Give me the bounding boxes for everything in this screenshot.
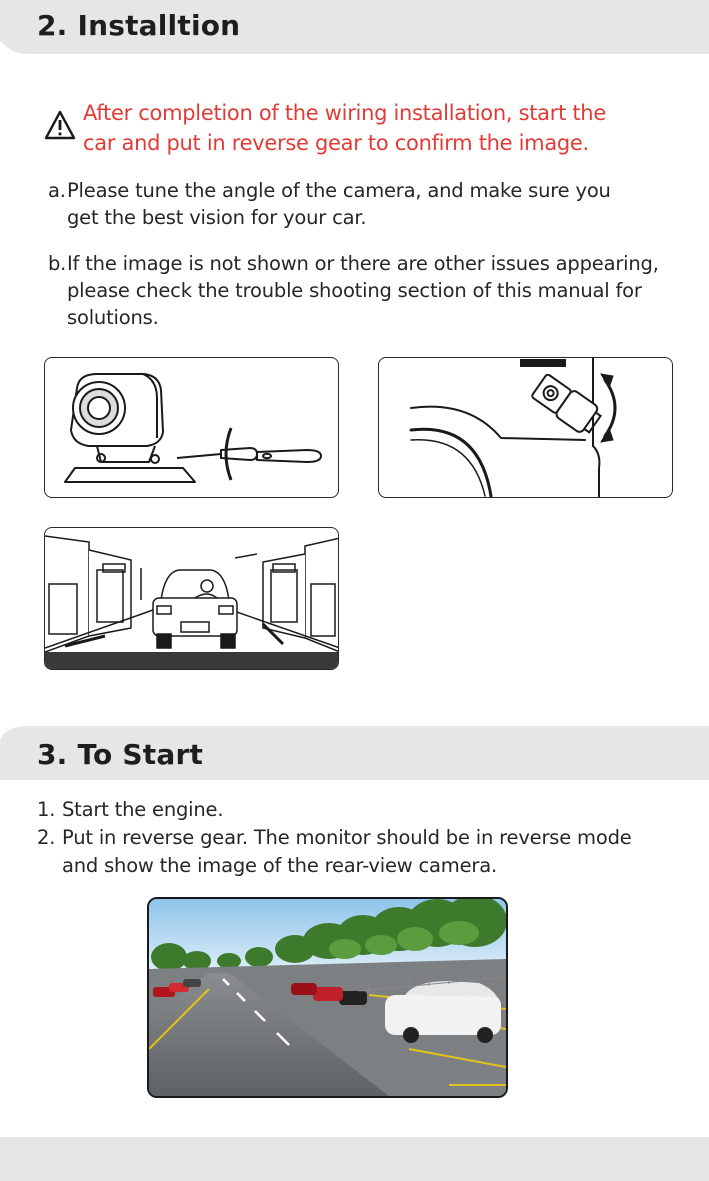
section-header-to-start xyxy=(0,722,709,784)
step-b-line-1: If the image is not shown or there are other issues appearing, xyxy=(67,252,659,275)
step-b-line-3: solutions. xyxy=(67,306,159,329)
road-scene-icon xyxy=(45,528,339,670)
step-b-text xyxy=(67,250,659,331)
step-a-label: a. xyxy=(48,179,66,202)
start-step-1-line-1: Start the engine. xyxy=(62,798,224,821)
section-header-installation xyxy=(0,0,709,60)
start-step-1-num: 1. xyxy=(37,798,56,821)
start-step-2 xyxy=(37,824,697,880)
camera-icon xyxy=(45,358,339,498)
step-a-line-1: Please tune the angle of the camera, and make sure you xyxy=(67,179,611,202)
start-step-2-line-1: Put in reverse gear. The monitor should be in reverse mode xyxy=(62,826,632,849)
warning-text xyxy=(83,98,606,158)
step-a xyxy=(48,177,698,237)
section-title-installation: 2. Installtion xyxy=(37,9,241,42)
illustration-rear-view-road xyxy=(44,527,339,670)
start-steps-list xyxy=(37,796,697,880)
start-step-2-num: 2. xyxy=(37,826,56,849)
start-step-1 xyxy=(37,796,697,824)
warning-line-2: car and put in reverse gear to confirm the image. xyxy=(83,131,589,155)
step-a-text xyxy=(67,177,611,231)
step-b-label: b. xyxy=(48,252,67,275)
warning-line-1: After completion of the wiring installation, start the xyxy=(83,101,606,125)
warning-triangle-icon xyxy=(44,110,76,140)
illustration-camera-screwdriver xyxy=(44,357,339,498)
parking-lot-scene xyxy=(149,899,506,1096)
section-title-to-start: 3. To Start xyxy=(37,738,204,771)
monitor-rear-view-image xyxy=(147,897,508,1098)
step-b-line-2: please check the trouble shooting section of this manual for xyxy=(67,279,642,302)
start-step-2-line-2: and show the image of the rear-view camera. xyxy=(62,854,497,877)
step-a-line-2: get the best vision for your car. xyxy=(67,206,367,229)
angle-adjust-icon xyxy=(379,358,673,498)
step-b xyxy=(48,250,698,340)
illustration-camera-angle xyxy=(378,357,673,498)
footer-band xyxy=(0,1137,709,1181)
